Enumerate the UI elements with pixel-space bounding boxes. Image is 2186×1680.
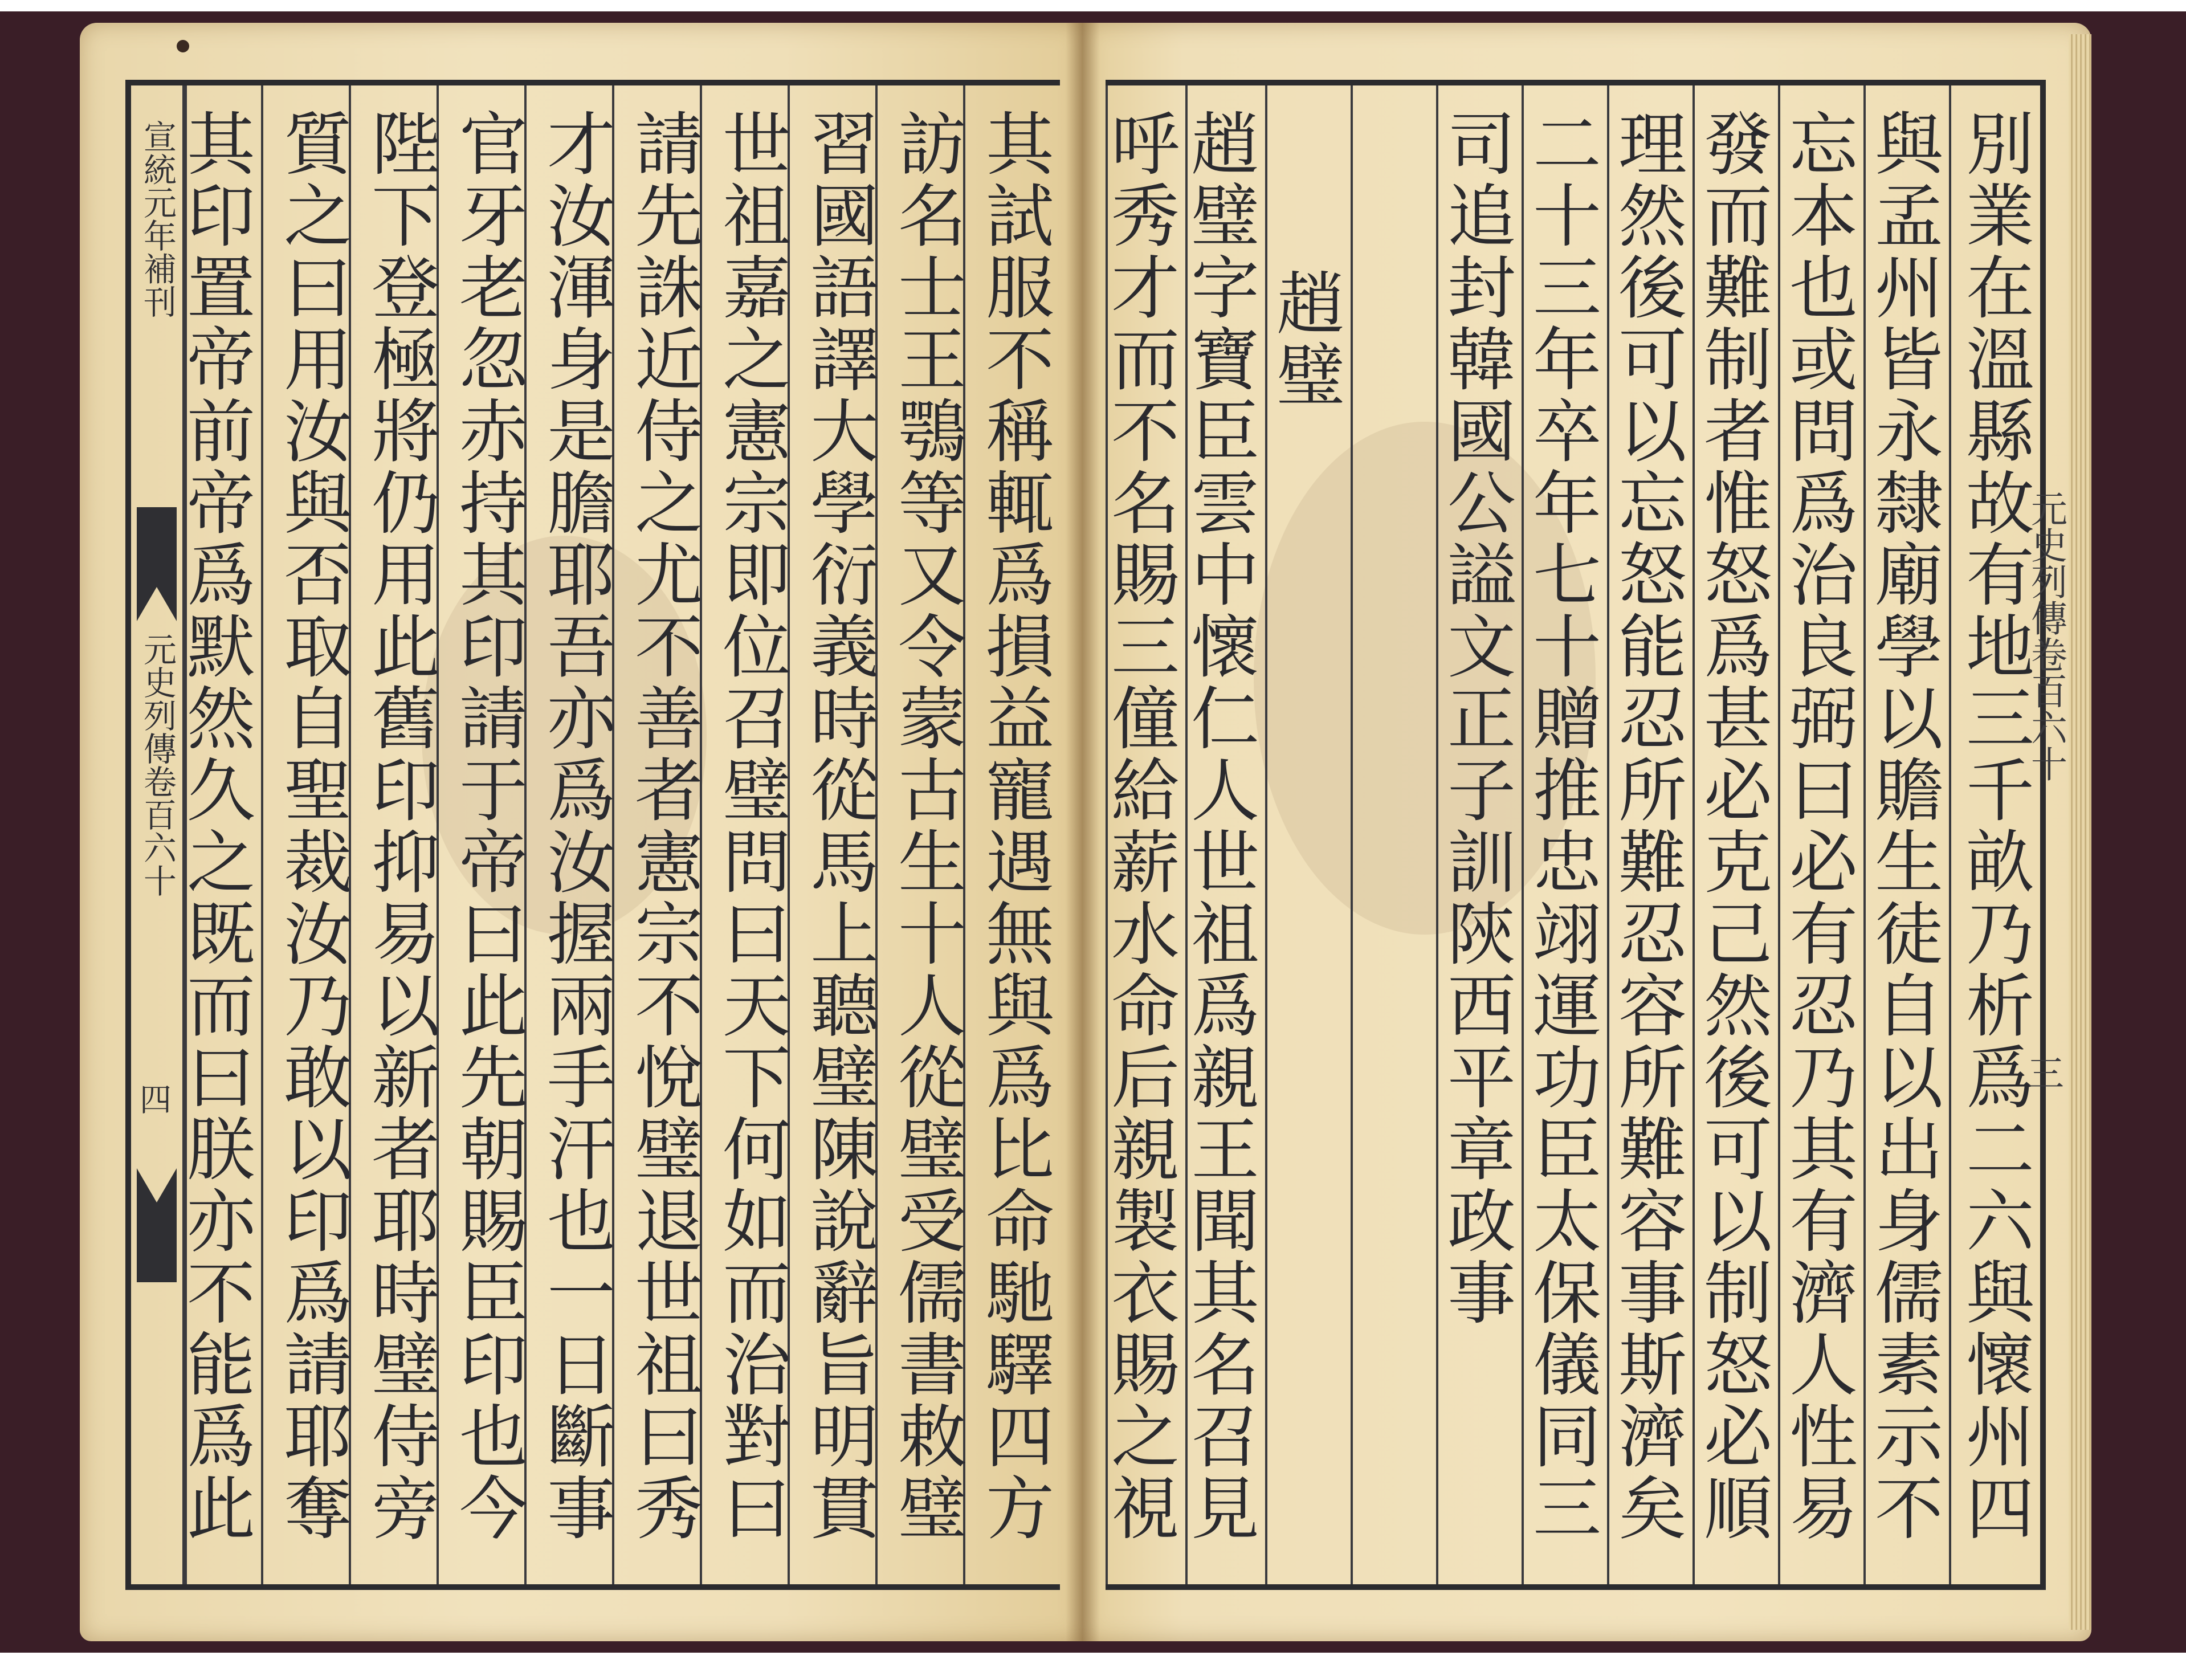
column-text: 忘本也或問爲治良弼曰必有忍乃其有濟人性易 (1778, 108, 1857, 1544)
outer-folio-number: 三 (2021, 1054, 2063, 1091)
text-column (1522, 85, 1609, 1584)
text-column (1180, 85, 1267, 1584)
column-text: 請先誅近侍之尤不善者憲宗不悅璧退世祖曰秀 (623, 108, 703, 1544)
column-text: 理然後可以忘怒能忍所難忍容所難容事斯濟矣 (1607, 108, 1686, 1544)
text-column (788, 85, 887, 1584)
column-text: 呼秀才而不名賜三僮給薪水命后親製衣賜之視 (1100, 108, 1179, 1544)
column-text: 質之曰用汝與否取自聖裁汝乃敢以印爲請耶奪 (272, 108, 352, 1544)
page-edge-stack (2069, 34, 2091, 1630)
text-column (1863, 85, 1951, 1584)
column-text: 趙璧字寶臣雲中懷仁人世祖爲親王聞其名召見 (1180, 108, 1259, 1544)
column-text: 習國語譯大學衍義時從馬上聽璧陳說辭旨明貫 (799, 108, 878, 1544)
column-text: 訪名士王鶚等又令蒙古生十人從璧受儒書敕璧 (887, 108, 966, 1544)
text-column (261, 85, 360, 1584)
column-text: 其印置帝前帝爲默然久之既而曰朕亦不能爲此 (176, 108, 255, 1544)
column-text: 其試服不稱輒爲損益寵遇無與爲比命馳驛四方 (974, 108, 1054, 1544)
text-column (176, 85, 263, 1584)
binding-hole (177, 40, 189, 52)
column-text: 發而難制者惟怒爲甚必克己然後可以制怒必順 (1692, 108, 1772, 1544)
column-text: 才汝渾身是膽耶吾亦爲汝握兩手汗也一日斷事 (536, 108, 615, 1544)
column-text: 陛下登極將仍用此舊印抑易以新者耶時璧侍旁 (360, 108, 439, 1544)
text-column (349, 85, 448, 1584)
text-column (1607, 85, 1695, 1584)
text-column (437, 85, 536, 1584)
column-text: 世祖嘉之憲宗即位召璧問曰天下何如而治對曰 (711, 108, 790, 1544)
right-page (1083, 23, 2091, 1641)
open-book (80, 23, 2091, 1641)
text-column (1436, 85, 1524, 1584)
left-page-frame (125, 80, 1060, 1590)
section-heading: 趙璧 (1265, 268, 1344, 411)
text-column (524, 85, 623, 1584)
right-page-frame (1100, 80, 2046, 1590)
margin-title: 宣統元年補刊 (138, 120, 177, 318)
text-column (875, 85, 974, 1584)
column-text: 別業在溫縣故有地三千畝乃析爲二六與懷州四 (1955, 108, 2034, 1544)
left-page (80, 23, 1083, 1641)
section-heading-column (1265, 85, 1353, 1584)
margin-subtitle: 元史列傳卷百六十 (138, 633, 177, 897)
folio-number: 四 (134, 1083, 172, 1115)
text-column (1778, 85, 1866, 1584)
text-column (700, 85, 799, 1584)
column-text: 與孟州皆永隸廟學以贍生徒自以出身儒素示不 (1863, 108, 1943, 1544)
text-column (1100, 85, 1188, 1584)
column-text: 司追封韓國公謚文正子訓陝西平章政事 (1436, 108, 1515, 1329)
column-text: 二十三年卒年七十贈推忠翊運功臣太保儀同三 (1522, 108, 1601, 1544)
text-column (612, 85, 711, 1584)
book-gutter (1066, 23, 1100, 1641)
outer-margin-title: 元史列傳卷百六十 (2025, 490, 2067, 782)
right-outer-margin (2023, 57, 2069, 1539)
text-column (1692, 85, 1780, 1584)
text-column (1351, 85, 1438, 1584)
text-column (963, 85, 1062, 1584)
column-text: 官牙老忽赤持其印請于帝曰此先朝賜臣印也今 (448, 108, 527, 1544)
